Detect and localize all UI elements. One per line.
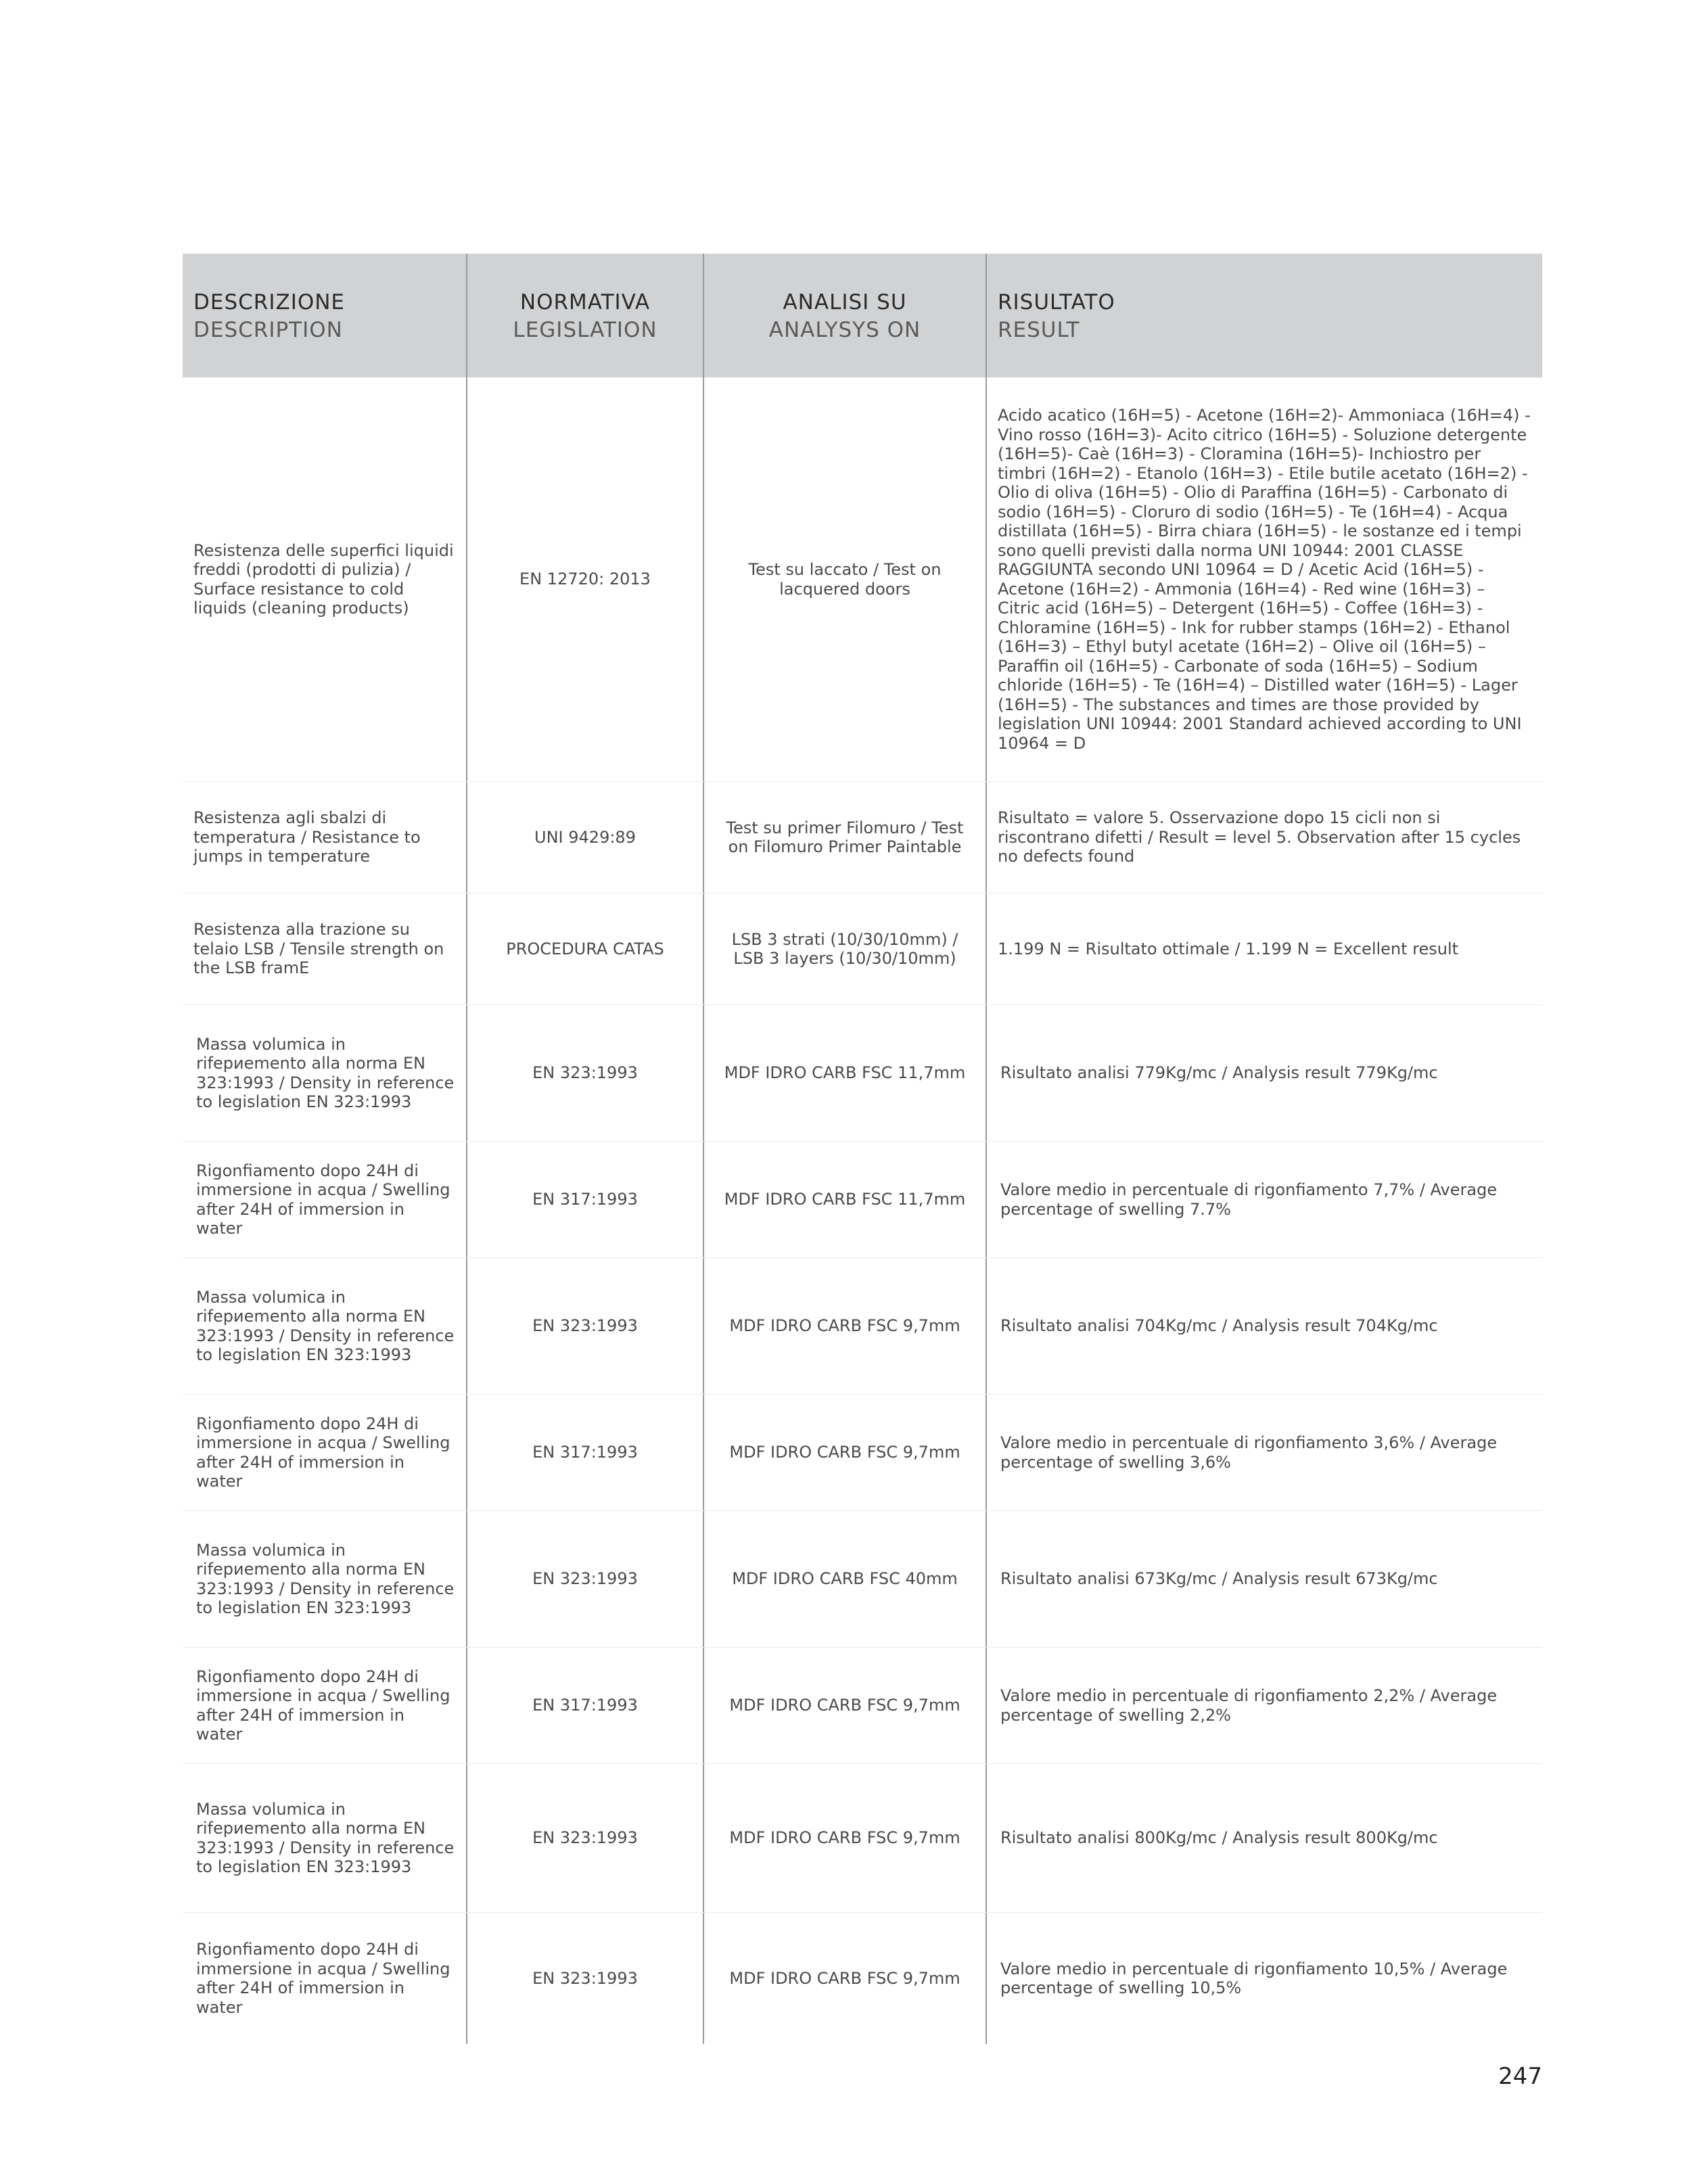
analysis-text: MDF IDRO CARB FSC 11,7mm [724,1063,966,1083]
analysis-text: MDF IDRO CARB FSC 9,7mm [729,1968,960,1988]
legislation-text: EN 323:1993 [532,1569,638,1589]
description-text: Resistenza alla trazione su telaio LSB / Tensile strength on the LSB framE [193,920,444,978]
result-cell [987,782,1542,893]
description-cell [183,1511,467,1647]
legislation-text: PROCEDURA CATAS [506,939,664,958]
analysis-text: MDF IDRO CARB FSC 9,7mm [729,1828,960,1848]
analysis-cell [704,1258,987,1394]
result-text: Valore medio in percentuale di rigonfiamento 2,2% / Average percentage of swelling 2,2% [1000,1686,1498,1725]
test-results-table [183,254,1542,2044]
legislation-cell [467,1913,704,2044]
header-analysis [704,254,987,377]
result-text: Risultato analisi 800Kg/mc / Analysis result 800Kg/mc [1000,1828,1438,1848]
legislation-cell [467,1395,704,1510]
result-text: Risultato analisi 779Kg/mc / Analysis result 779Kg/mc [1000,1063,1438,1083]
table-row [183,1913,1542,2044]
legislation-cell [467,1005,704,1141]
analysis-text: Test su primer Filomuro / Test on Filomuro Primer Paintable [726,818,964,856]
legislation-cell [467,377,704,781]
description-cell [183,1258,467,1394]
description-cell [183,893,467,1004]
legislation-text: EN 323:1993 [532,1063,638,1083]
header-legislation [467,254,704,377]
legislation-text: EN 323:1993 [532,1968,638,1988]
result-cell [987,377,1542,781]
description-text: Rigonfiamento dopo 24H di immersione in acqua / Swelling after 24H of immersion in water [196,1414,450,1491]
result-cell [987,893,1542,1004]
description-text: Resistenza delle superfici liquidi freddi (prodotti di pulizia) / Surface resistance to cold liquids (cleaning products) [193,540,454,618]
result-text: Risultato analisi 704Kg/mc / Analysis result 704Kg/mc [1000,1316,1438,1336]
analysis-text: Test su laccato / Test on lacquered doors [748,560,942,599]
result-cell [987,1764,1542,1912]
header-analysis-it: ANALISI SU [783,290,907,315]
header-legislation-en: LEGISLATION [513,318,657,342]
legislation-text: EN 323:1993 [532,1828,638,1848]
description-text: Massa volumica in rifериemento alla norma EN 323:1993 / Density in reference to legislation EN 323:1993 [196,1287,455,1364]
legislation-cell [467,893,704,1004]
header-result-it: RISULTATO [998,290,1115,315]
result-cell [987,1648,1542,1763]
header-result-en: RESULT [998,318,1080,342]
result-cell [987,1005,1542,1141]
table-row [183,1648,1542,1764]
description-text: Massa volumica in rifериemento alla norma EN 323:1993 / Density in reference to legislation EN 323:1993 [196,1799,455,1876]
analysis-cell [704,1913,987,2044]
table-row [183,782,1542,893]
description-text: Massa volumica in rifериemento alla norma EN 323:1993 / Density in reference to legislation EN 323:1993 [196,1034,455,1111]
analysis-cell [704,1648,987,1763]
result-text: 1.199 N = Risultato ottimale / 1.199 N = Excellent result [998,939,1459,958]
description-cell [183,1648,467,1763]
result-text: Valore medio in percentuale di rigonfiamento 10,5% / Average percentage of swelling 10,5% [1000,1959,1508,1997]
description-text: Rigonfiamento dopo 24H di immersione in acqua / Swelling after 24H of immersion in water [196,1161,450,1238]
legislation-text: EN 12720: 2013 [519,570,651,589]
result-cell [987,1913,1542,2044]
table-row [183,1511,1542,1648]
table-row [183,377,1542,782]
table-row [183,893,1542,1005]
description-cell [183,1142,467,1257]
result-text: Valore medio in percentuale di rigonfiamento 3,6% / Average percentage of swelling 3,6% [1000,1433,1498,1472]
legislation-text: EN 317:1993 [532,1190,638,1209]
description-cell [183,377,467,781]
analysis-cell [704,1764,987,1912]
result-text: Valore medio in percentuale di rigonfiamento 7,7% / Average percentage of swelling 7.7% [1000,1180,1498,1219]
analysis-text: MDF IDRO CARB FSC 40mm [732,1569,958,1589]
table-row [183,1395,1542,1511]
legislation-cell [467,1648,704,1763]
table-row [183,1764,1542,1913]
table-row [183,1142,1542,1258]
result-text: Risultato = valore 5. Osservazione dopo 15 cicli non si riscontrano difetti / Result = level 5. Observation after 15 cycles no defects found [998,808,1521,866]
legislation-text: EN 317:1993 [532,1696,638,1715]
header-description [183,254,467,377]
header-result [987,254,1542,377]
analysis-cell [704,1142,987,1257]
description-cell [183,1395,467,1510]
result-text: Risultato analisi 673Kg/mc / Analysis result 673Kg/mc [1000,1569,1438,1589]
description-text: Rigonfiamento dopo 24H di immersione in acqua / Swelling after 24H of immersion in water [196,1667,450,1744]
result-cell [987,1511,1542,1647]
legislation-text: EN 323:1993 [532,1316,638,1336]
analysis-text: MDF IDRO CARB FSC 9,7mm [729,1696,960,1715]
description-cell [183,1764,467,1912]
legislation-cell [467,1511,704,1647]
description-cell [183,782,467,893]
analysis-text: LSB 3 strati (10/30/10mm) / LSB 3 layers (10/30/10mm) [731,929,958,968]
header-description-en: DESCRIPTION [193,318,343,342]
analysis-cell [704,782,987,893]
description-text: Massa volumica in rifериemento alla norma EN 323:1993 / Density in reference to legislation EN 323:1993 [196,1540,455,1617]
table-header [183,254,1542,377]
legislation-cell [467,782,704,893]
header-description-it: DESCRIZIONE [193,290,346,315]
legislation-text: EN 317:1993 [532,1443,638,1462]
description-cell [183,1005,467,1141]
description-text: Resistenza agli sbalzi di temperatura / Resistance to jumps in temperature [193,808,421,866]
analysis-text: MDF IDRO CARB FSC 9,7mm [729,1316,960,1336]
legislation-text: UNI 9429:89 [534,827,636,847]
analysis-text: MDF IDRO CARB FSC 9,7mm [729,1443,960,1462]
analysis-cell [704,893,987,1004]
analysis-cell [704,1511,987,1647]
legislation-cell [467,1142,704,1257]
analysis-cell [704,377,987,781]
analysis-cell [704,1005,987,1141]
header-legislation-it: NORMATIVA [519,290,651,315]
analysis-cell [704,1395,987,1510]
header-analysis-en: ANALYSYS ON [768,318,921,342]
result-text: Acido acatico (16H=5) - Acetone (16H=2)- Ammoniaca (16H=4) - Vino rosso (16H=3)- Acito citrico (16H=5) - Soluzione detergente (16H=5)- Caè (16H=3) - Cloramina (16H=5)- Inchiostro per timbri (16H=2) - Etanolo (16H=3) - Etile butile acetato (16H=2) - Olio di oliva (16H=5) - Olio di Paraffina (16H=5) - Carbonato di sodio (16H=5) - Cloruro di sodio (16H=5) - Te (16H=4) - Acqua distillata (16H=5) - Birra chiara (16H=5) - le sostanze ed i tempi sono quelli previsti dalla norma UNI 10944: 2001 CLASSE RAGGIUNTA secondo UNI 10964 = D / Acetic Acid (16H=5) - Acetone (16H=2) - Ammonia (16H=4) - Red wine (16H=3) – Citric acid (16H=5) – Detergent (16H=5) - Coffee (16H=3) - Chloramine (16H=5) - Ink for rubber stamps (16H=2) - Ethanol (16H=3) – Ethyl butyl acetate (16H=2) – Olive oil (16H=5) – Paraffin oil (16H=5) - Carbonate of soda (16H=5) – Sodium chloride (16H=5) - Te (16H=4) – Distilled water (16H=5) - Lager (16H=5) - The substances and times are those provided by legislation UNI 10944: 2001 Standard achieved according to UNI 10964 = D [998,406,1531,753]
analysis-text: MDF IDRO CARB FSC 11,7mm [724,1190,966,1209]
legislation-cell [467,1258,704,1394]
table-row [183,1258,1542,1395]
description-text: Rigonfiamento dopo 24H di immersione in acqua / Swelling after 24H of immersion in water [196,1940,450,2017]
result-cell [987,1142,1542,1257]
table-row [183,1005,1542,1142]
description-cell [183,1913,467,2044]
result-cell [987,1258,1542,1394]
legislation-cell [467,1764,704,1912]
result-cell [987,1395,1542,1510]
page-number: 247 [1498,2063,1542,2090]
